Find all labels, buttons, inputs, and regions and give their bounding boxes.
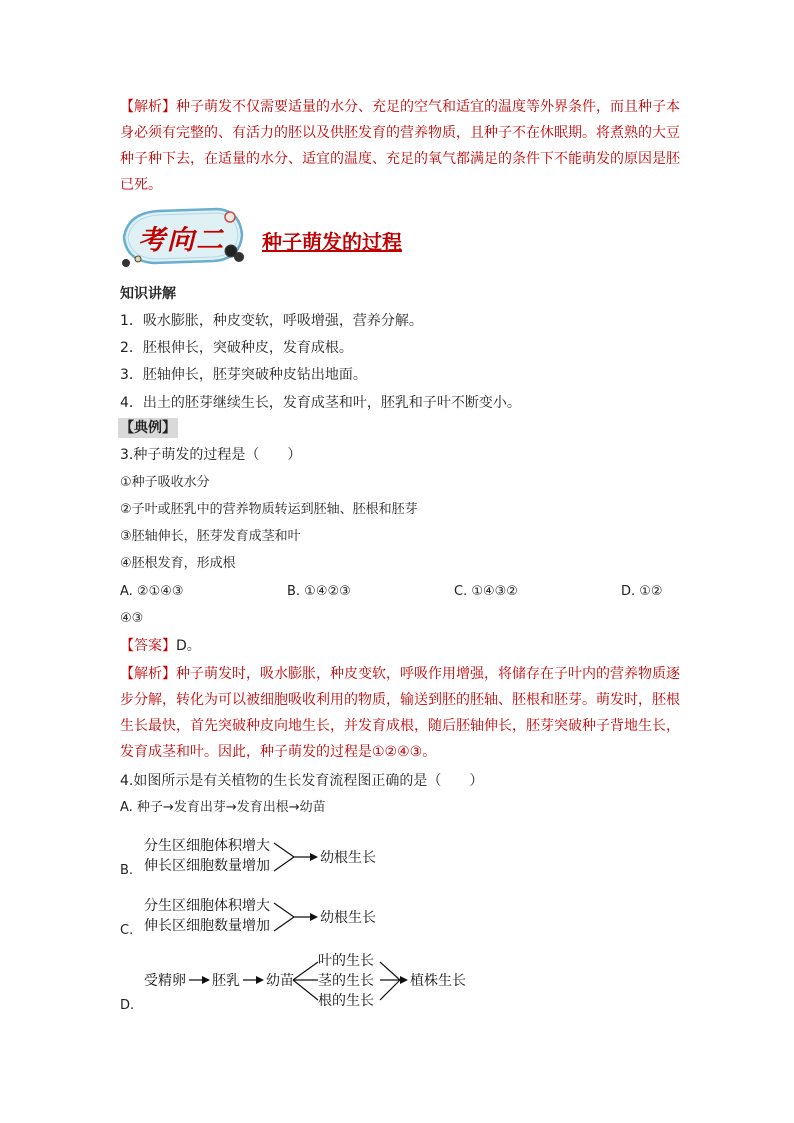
analysis-tag: 【解析】	[120, 666, 176, 682]
flow-step: 幼苗	[266, 973, 294, 989]
merge-arrow-icon	[272, 837, 320, 877]
q4-stem: 4.如图所示是有关植物的生长发育流程图正确的是（ ）	[120, 773, 484, 789]
knowledge-heading: 知识讲解	[120, 286, 176, 302]
knowledge-item: 4．出土的胚芽继续生长，发育成茎和叶，胚乳和子叶不断变小。	[120, 395, 521, 411]
q4-option-d	[120, 950, 480, 1015]
merge-arrow-icon	[378, 954, 410, 1006]
q3-analysis	[120, 661, 680, 765]
q3-statement: ③胚轴伸长，胚芽发育成茎和叶	[120, 529, 301, 544]
q3-option-d-cont: ④③	[120, 611, 144, 626]
knowledge-item: 2．胚根伸长，突破种皮，发育成根。	[120, 340, 353, 356]
q3-stem: 3.种子萌发的过程是（ ）	[120, 447, 302, 463]
arrow-right-icon	[188, 972, 212, 988]
q3-statement: ②子叶或胚乳中的营养物质转运到胚轴、胚根和胚芽	[120, 502, 418, 517]
flow-branch: 叶的生长	[318, 953, 374, 969]
q3-option-a: A. ②①④③	[120, 584, 184, 599]
q4-option-c	[120, 895, 420, 940]
flow-box-line: 分生区细胞体积增大	[144, 838, 270, 854]
q3-answer	[120, 636, 201, 656]
flow-box-line: 伸长区细胞数量增加	[144, 858, 270, 874]
flow-result: 植株生长	[410, 973, 466, 989]
flow-step: 受精卵	[144, 973, 186, 989]
analysis-paragraph-1	[120, 94, 680, 198]
knowledge-item: 1．吸水膨胀，种皮变软，呼吸增强，营养分解。	[120, 313, 423, 329]
flow-branch: 茎的生长	[318, 973, 374, 989]
example-label: 【典例】	[120, 420, 176, 436]
analysis-text: 种子萌发时，吸水膨胀，种皮变软，呼吸作用增强，将储存在子叶内的营养物质逐步分解，转化为可以被细胞吸收利用的物质，输送到胚的胚轴、胚根和胚芽。萌发时，胚根生长最快，首先突破种皮向地生长，并发育成根，随后胚轴伸长，胚芽突破种子背地生长，发育成茎和叶。因此，种子萌发的过程是①②④③。	[120, 666, 680, 760]
flow-result: 幼根生长	[320, 850, 376, 866]
answer-text: D。	[176, 638, 201, 654]
option-label: D.	[120, 998, 135, 1013]
answer-tag: 【答案】	[120, 638, 176, 654]
q3-statement: ④胚根发育，形成根	[120, 556, 236, 571]
analysis-text: 种子萌发不仅需要适量的水分、充足的空气和适宜的温度等外界条件，而且种子本身必须有完整的、有活力的胚以及供胚发育的营养物质，且种子不在休眠期。将煮熟的大豆种子种下去，在适量的水分、适宜的温度、充足的氧气都满足的条件下不能萌发的原因是胚已死。	[120, 99, 680, 193]
q4-option-b	[120, 835, 420, 880]
section-badge	[118, 205, 253, 267]
flow-box-line: 分生区细胞体积增大	[144, 898, 270, 914]
section-title: 种子萌发的过程	[262, 230, 402, 254]
q4-option-a: A. 种子→发育出芽→发育出根→幼苗	[120, 800, 326, 815]
option-label: C.	[120, 923, 134, 938]
analysis-tag: 【解析】	[120, 99, 176, 115]
flow-branch: 根的生长	[318, 993, 374, 1009]
knowledge-item: 3．胚轴伸长，胚芽突破种皮钻出地面。	[120, 367, 367, 383]
q3-option-b: B. ①④②③	[287, 584, 351, 599]
flow-step: 胚乳	[212, 973, 240, 989]
q3-statement: ①种子吸收水分	[120, 475, 210, 490]
flow-result: 幼根生长	[320, 910, 376, 926]
q3-option-c: C. ①④③②	[454, 584, 518, 599]
section-badge-text: 考向二	[138, 225, 225, 256]
option-label: B.	[120, 863, 134, 878]
q3-option-d: D. ①②	[621, 584, 663, 599]
merge-arrow-icon	[272, 897, 320, 937]
arrow-right-icon	[242, 972, 266, 988]
flow-box-line: 伸长区细胞数量增加	[144, 918, 270, 934]
